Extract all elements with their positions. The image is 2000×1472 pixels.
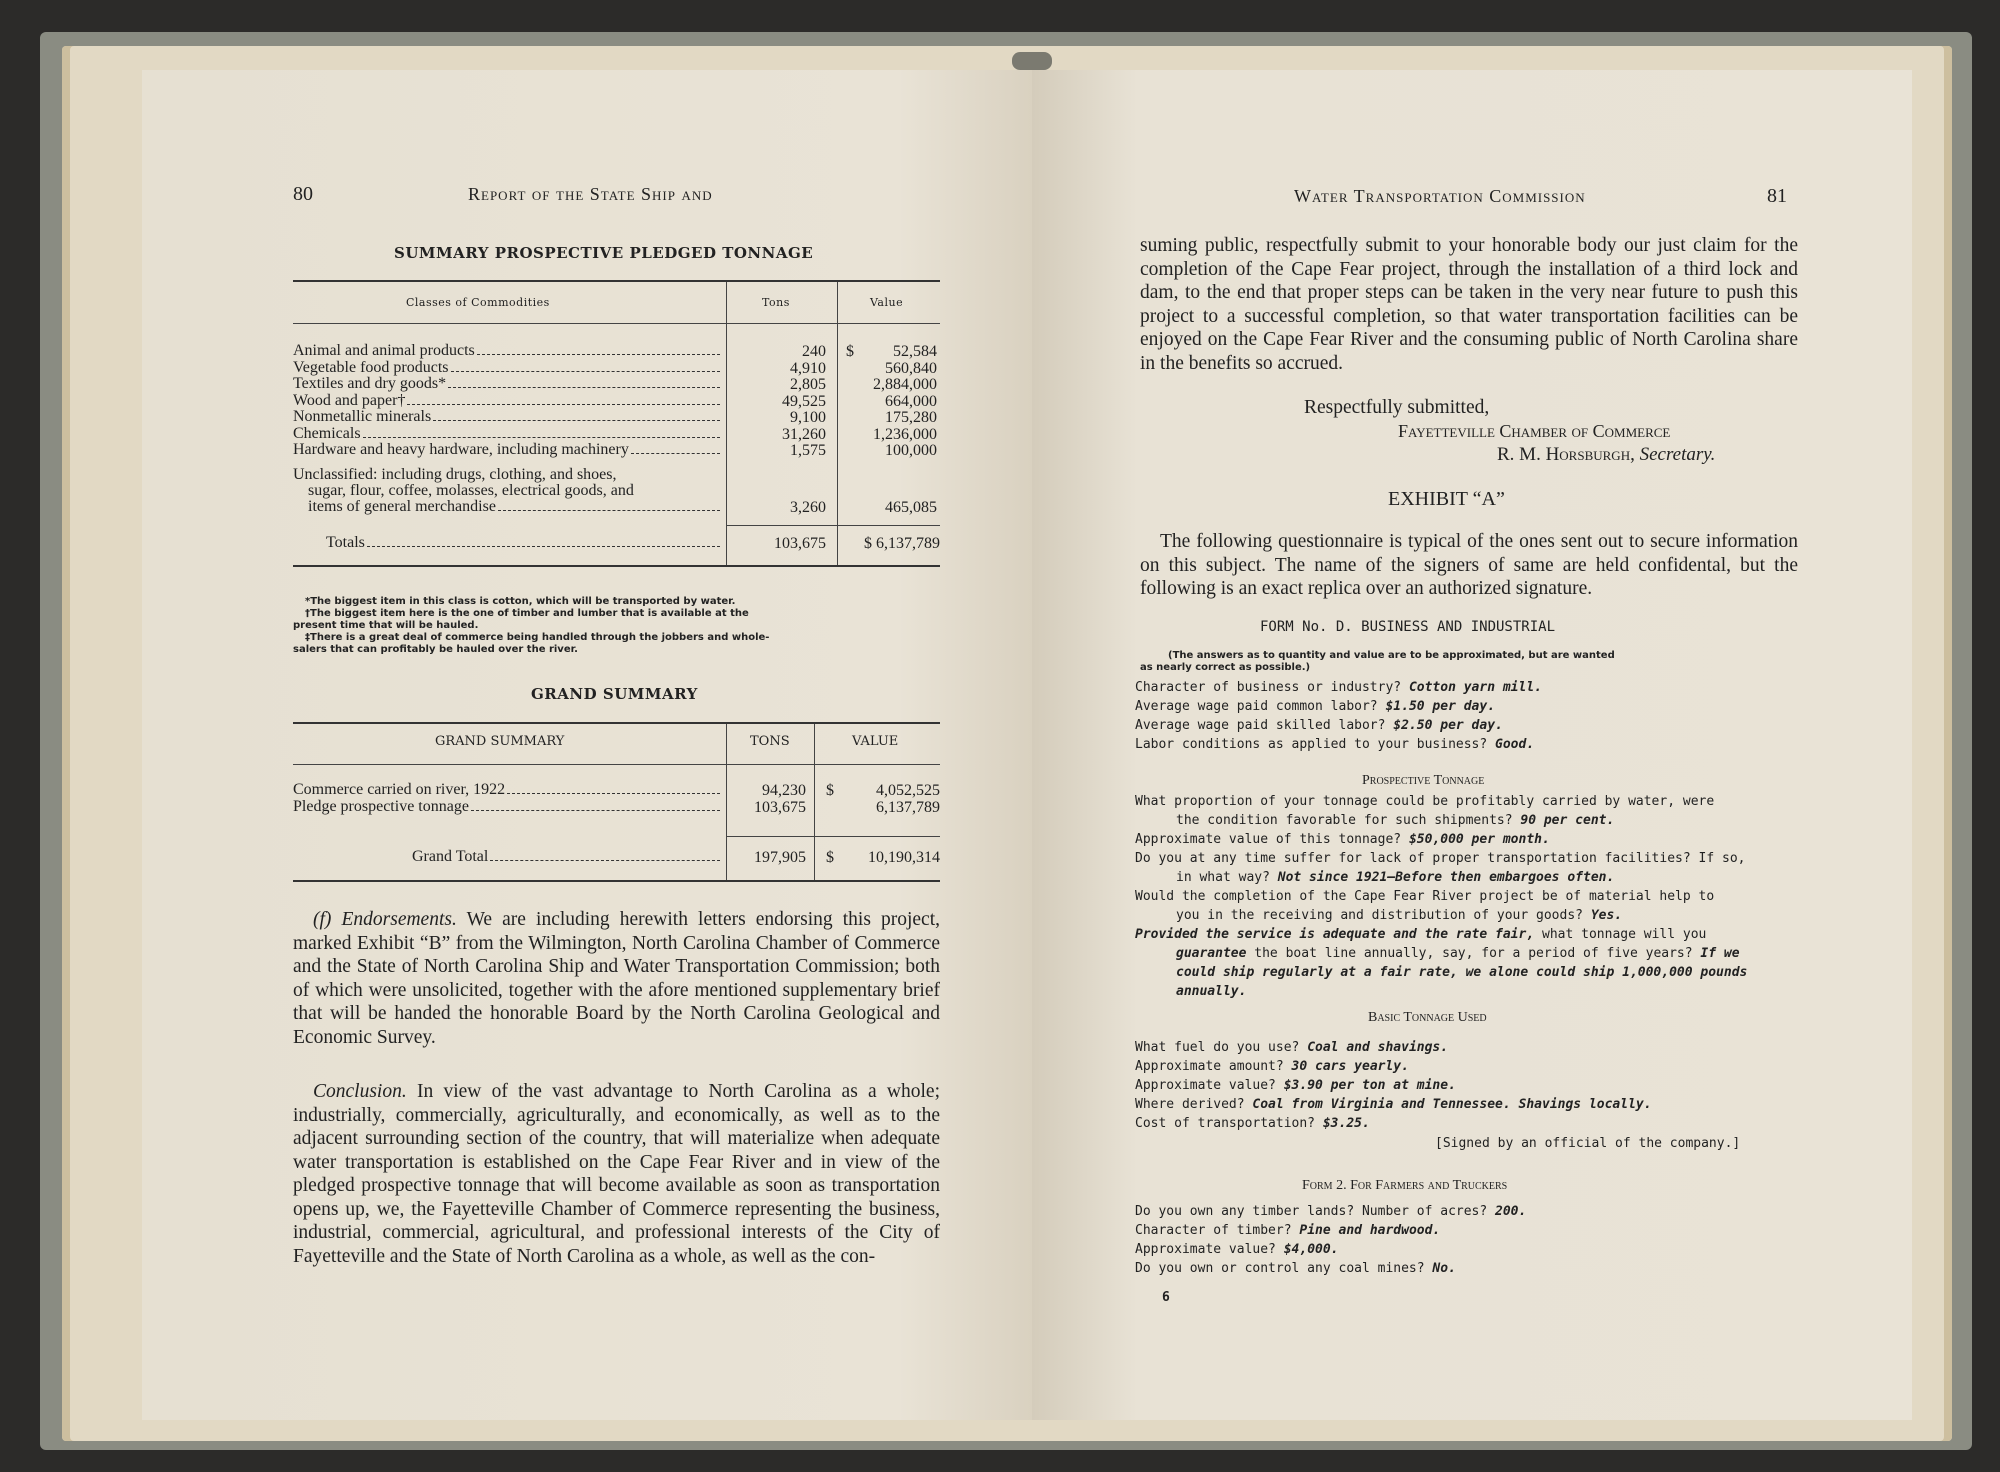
question-line: What proportion of your tonnage could be profitably carried by water, were [1135,794,1715,809]
question-line: could ship regularly at a fair rate, we alone could ship 1,000,000 pounds [1176,965,1748,980]
value-cell: 52,584 [893,343,937,360]
question-line: annually. [1176,984,1247,999]
table-row: Wood and paper† [293,393,722,409]
signoff-name: R. M. Horsburgh, Secretary. [1497,444,1716,465]
opening-paragraph: suming public, respectfully submit to your honorable body our just claim for the completion of the Cape Fear project, through the installation of a third lock and dam, to the end that proper steps can be taken in the very near future to push this project to a successful completion, so that water transportation facilities can be enjoyed on the Cape Fear River and the consuming public of North Carolina share in the benefits so accrued. [1140,235,1798,374]
exhibit-title: EXHIBIT “A” [1388,488,1505,510]
conclusion-paragraph: Conclusion. In view of the vast advantage to North Carolina as a whole; industrially, commercially, agriculturally, and economically, as well as to the adjacent surrounding section of the country, that will materialize when adequate water transportation is established on the Cape Fear River and in view of the pledged prospective tonnage that will become available as soon as transportation opens up, we, the Fayetteville Chamber of Commerce representing the business, industrial, commercial, agricultural, and professional interests of the City of Fayetteville and the State of North Carolina as a whole, as well as the con- [293,1081,941,1267]
currency-sign: $ [826,849,834,866]
footnote: present time that will be hauled. [293,620,479,631]
value-cell: 560,840 [885,359,937,377]
grand-total-value: 10,190,314 [868,849,940,866]
column-header: TONS [750,734,790,749]
signoff-line: Respectfully submitted, [1304,397,1490,418]
table-rule [293,764,940,765]
question-line: Do you own or control any coal mines? No. [1135,1261,1456,1276]
page-number: 80 [293,183,313,205]
column-header: GRAND SUMMARY [435,734,565,749]
table-row: Nonmetallic minerals [293,409,722,425]
tons-cell: 49,525 [782,392,826,410]
value-cell: 6,137,789 [876,799,940,816]
footnote: *The biggest item in this class is cotton, which will be transported by water. [305,596,736,607]
section-title: Form 2. For Farmers and Truckers [1302,1178,1508,1193]
value-cell: 4,052,525 [876,782,940,799]
question-line: Provided the service is adequate and the rate fair, what tonnage will you [1135,927,1707,942]
question-line: Approximate value of this tonnage? $50,000 per month. [1135,832,1550,847]
table-row: Chemicals [293,426,722,442]
table-title: SUMMARY PROSPECTIVE PLEDGED TONNAGE [394,244,814,262]
tons-cell: 1,575 [790,442,826,459]
endorsements-paragraph: (f) Endorsements. We are including herewith letters endorsing this project, marked Exhibit “B” from the Wilmington, North Carolina Chamber of Commerce and the State of North Carolina Ship and Water Transportation Commission; both of which were unsolicited, together with the afore mentioned supplementary brief that will be handed the honorable Board by the North Carolina Geological and Economic Survey. [293,909,940,1048]
value-cell: 1,236,000 [873,425,937,443]
question-line: Character of timber? Pine and hardwood. [1135,1223,1441,1238]
right-page [1032,70,1912,1420]
question-line: Do you at any time suffer for lack of proper transportation facilities? If so, [1135,851,1746,866]
totals-rule [726,836,940,837]
table-title: GRAND SUMMARY [531,685,698,703]
tons-cell: 2,805 [790,376,826,393]
question-line: Approximate amount? 30 cars yearly. [1135,1059,1409,1074]
form-note: (The answers as to quantity and value are to be approximated, but are wanted as nearly correct as possible.) [1140,650,1615,673]
running-head: Report of the State Ship and [468,184,713,204]
question-line: Approximate value? $4,000. [1135,1242,1339,1257]
table-rule [293,280,940,282]
question-line: in what way? Not since 1921—Before then embargoes often. [1176,870,1615,885]
grand-total-tons: 197,905 [754,849,806,866]
exhibit-intro: The following questionnaire is typical of the ones sent out to secure information on this subject. The name of the signers of same are held confidental, but the following is an exact replica over an authorized signature. [1140,531,1798,599]
grand-total-row: Grand Total [412,849,722,865]
question-line: Character of business or industry? Cotton yarn mill. [1135,680,1542,695]
question-line: Approximate value? $3.90 per ton at mine. [1135,1078,1456,1093]
question-line: Cost of transportation? $3.25. [1135,1116,1370,1131]
totals-rule [726,525,940,526]
column-header: Value [870,296,904,309]
footnote: ‡There is a great deal of commerce being handled through the jobbers and whole- [305,632,770,643]
currency-sign: $ [826,782,834,799]
table-row: items of general merchandise [308,499,722,515]
running-head: Water Transportation Commission [1294,186,1586,206]
section-title: Basic Tonnage Used [1368,1010,1487,1025]
left-page [142,70,1032,1420]
footnote: salers that can profitably be hauled over the river. [293,644,578,655]
tons-cell: 9,100 [790,409,826,426]
value-cell: 2,884,000 [873,376,937,393]
totals-tons: 103,675 [774,535,826,552]
table-rule [293,880,940,882]
value-cell: 465,085 [885,499,937,516]
question-line: the condition favorable for such shipments? 90 per cent. [1176,813,1615,828]
table-rule [293,565,940,567]
table-row: Pledge prospective tonnage [293,799,722,815]
table-row: Animal and animal products [293,343,722,359]
question-line: guarantee the boat line annually, say, for a period of five years? If we [1176,946,1740,961]
question-line: you in the receiving and distribution of your goods? Yes. [1176,908,1623,923]
form-title: FORM No. D. BUSINESS AND INDUSTRIAL [1260,619,1556,635]
table-row: Unclassified: including drugs, clothing, and shoes, [293,466,617,483]
column-divider [814,724,815,880]
section-title: Prospective Tonnage [1362,773,1485,788]
question-line: Average wage paid skilled labor? $2.50 per day. [1135,718,1503,733]
page-number: 81 [1767,185,1787,207]
tons-cell: 4,910 [790,359,826,377]
question-line: Labor conditions as applied to your business? Good. [1135,737,1535,752]
question-line: Do you own any timber lands? Number of acres? 200. [1135,1204,1527,1219]
question-line: Average wage paid common labor? $1.50 per day. [1135,699,1496,714]
column-header: Classes of Commodities [406,296,550,309]
table-rule [293,722,940,724]
table-row: Vegetable food products [293,360,722,376]
column-header: Tons [762,296,790,309]
totals-row: Totals [326,535,722,551]
currency-sign: $ [846,343,854,360]
tons-cell: 3,260 [790,499,826,516]
signoff-org: Fayetteville Chamber of Commerce [1398,421,1671,441]
tons-cell: 94,230 [762,782,806,799]
value-cell: 100,000 [885,442,937,459]
book-spine [1012,52,1052,70]
question-line: What fuel do you use? Coal and shavings. [1135,1040,1449,1055]
signed-note: [Signed by an official of the company.] [1435,1136,1741,1151]
footnote: †The biggest item here is the one of timber and lumber that is available at the [305,608,749,619]
table-row: Hardware and heavy hardware, including machinery [293,442,722,458]
column-header: VALUE [852,734,899,749]
totals-value: $ 6,137,789 [864,535,940,552]
question-line: Would the completion of the Cape Fear River project be of material help to [1135,889,1715,904]
value-cell: 664,000 [885,392,937,410]
table-row: sugar, flour, coffee, molasses, electrical goods, and [308,482,634,499]
tons-cell: 103,675 [754,799,806,816]
tons-cell: 240 [802,343,826,360]
signature-mark: 6 [1162,1290,1170,1305]
table-rule [293,323,940,324]
value-cell: 175,280 [885,409,937,426]
table-row: Textiles and dry goods* [293,376,722,392]
question-line: Where derived? Coal from Virginia and Tennessee. Shavings locally. [1135,1097,1652,1112]
table-row: Commerce carried on river, 1922 [293,782,722,798]
tons-cell: 31,260 [782,425,826,443]
